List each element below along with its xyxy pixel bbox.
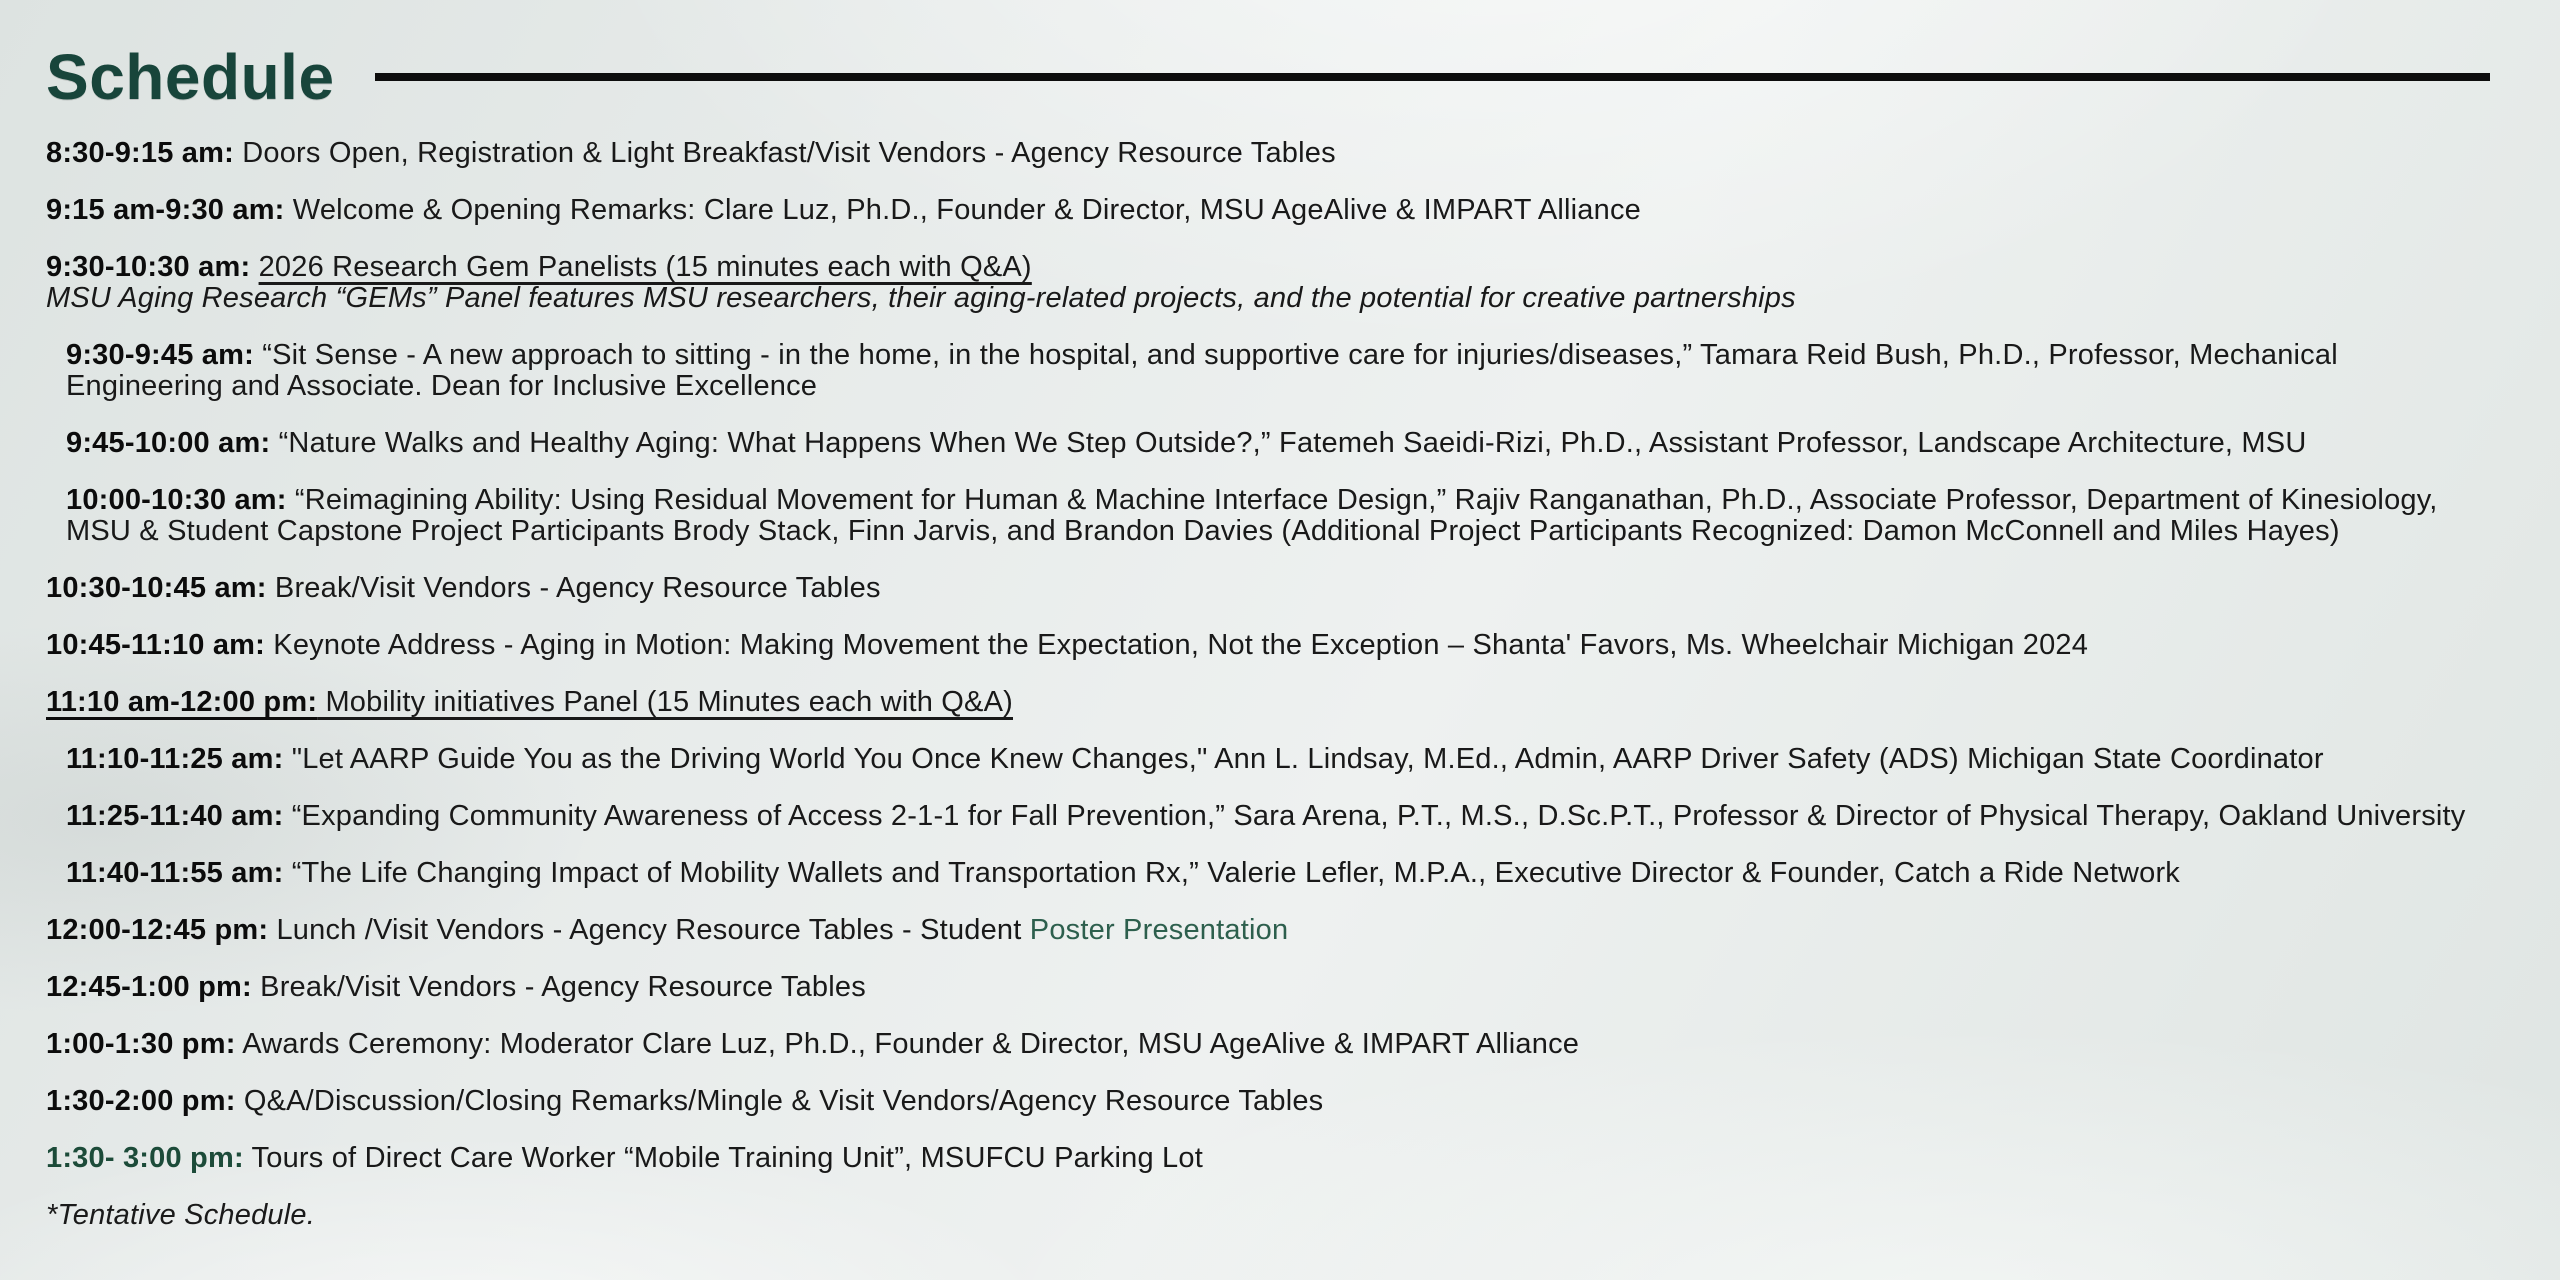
schedule-item <box>46 1086 2490 1117</box>
entry-time: 11:40-11:55 am: <box>66 857 284 889</box>
entry-time: 10:45-11:10 am: <box>46 629 266 661</box>
entry-text: Doors Open, Registration & Light Breakfast/Visit Vendors - Agency Resource Tables <box>233 137 1336 169</box>
entry-time: 9:30-9:45 am: <box>66 339 254 371</box>
tentative-note: *Tentative Schedule. <box>46 1199 315 1231</box>
entry-text: “Sit Sense - A new approach to sitting - in the home, in the hospital, and supportive care for injuries/diseases,” Tamara Reid Bush, Ph.D., Professor, Mechanical Engineering and Associate. Dean for Inclusive Excellence <box>66 339 2338 402</box>
schedule-item <box>46 1029 2490 1060</box>
schedule-item <box>46 687 2490 718</box>
schedule-item <box>46 195 2490 226</box>
poster-presentation-link[interactable]: Poster Presentation <box>1029 914 1289 946</box>
entry-time: 12:45-1:00 pm: <box>46 971 252 1003</box>
schedule-item <box>46 858 2490 889</box>
entry-text: Awards Ceremony: Moderator Clare Luz, Ph.D., Founder & Director, MSU AgeAlive & IMPART Alliance <box>235 1028 1580 1060</box>
entry-time: 10:00-10:30 am: <box>66 484 287 516</box>
entry-text: 2026 Research Gem Panelists (15 minutes each with Q&A) <box>258 251 1032 283</box>
schedule-item <box>46 138 2490 169</box>
entry-time: 9:45-10:00 am: <box>66 427 271 459</box>
schedule-item <box>46 485 2490 547</box>
entry-time: 9:30-10:30 am: <box>46 251 251 283</box>
entry-text: Break/Visit Vendors - Agency Resource Tables <box>266 572 881 604</box>
entry-text: Mobility initiatives Panel (15 Minutes each with Q&A) <box>317 686 1013 718</box>
title-rule <box>375 73 2490 81</box>
entry-text: Lunch /Visit Vendors - Agency Resource Tables - Student <box>268 914 1030 946</box>
entry-time: 11:10 am-12:00 pm: <box>46 686 318 718</box>
schedule-item <box>46 428 2490 459</box>
entry-text: "Let AARP Guide You as the Driving World You Once Knew Changes," Ann L. Lindsay, M.Ed., Admin, AARP Driver Safety (ADS) Michigan State Coordinator <box>283 743 2324 775</box>
entry-time: 9:15 am-9:30 am: <box>46 194 285 226</box>
entry-text: Q&A/Discussion/Closing Remarks/Mingle & Visit Vendors/Agency Resource Tables <box>235 1085 1324 1117</box>
entry-text: MSU Aging Research “GEMs” Panel features MSU researchers, their aging-related projects, and the potential for creative partnerships <box>46 282 1796 314</box>
schedule-item <box>46 630 2490 661</box>
entry-time: 10:30-10:45 am: <box>46 572 267 604</box>
entry-text: Welcome & Opening Remarks: Clare Luz, Ph.D., Founder & Director, MSU AgeAlive & IMPART Alliance <box>284 194 1641 226</box>
schedule-item <box>46 915 2490 946</box>
schedule-item <box>46 972 2490 1003</box>
entry-time: 11:10-11:25 am: <box>66 743 284 775</box>
title-row <box>46 40 2490 114</box>
entry-time: 1:30- 3:00 pm: <box>46 1142 244 1174</box>
schedule-list <box>46 138 2490 1174</box>
entry-time: 12:00-12:45 pm: <box>46 914 269 946</box>
schedule-item <box>46 1143 2490 1174</box>
entry-time: 1:00-1:30 pm: <box>46 1028 236 1060</box>
entry-time: 1:30-2:00 pm: <box>46 1085 236 1117</box>
entry-text: “Nature Walks and Healthy Aging: What Happens When We Step Outside?,” Fatemeh Saeidi-Rizi, Ph.D., Assistant Professor, Landscape Architecture, MSU <box>270 427 2307 459</box>
entry-text: Tours of Direct Care Worker “Mobile Training Unit”, MSUFCU Parking Lot <box>243 1142 1203 1174</box>
schedule-item <box>46 801 2490 832</box>
entry-time: 11:25-11:40 am: <box>66 800 284 832</box>
entry-text: “The Life Changing Impact of Mobility Wallets and Transportation Rx,” Valerie Lefler, M.P.A., Executive Director & Founder, Catch a Ride Network <box>283 857 2181 889</box>
entry-text: “Expanding Community Awareness of Access 2-1-1 for Fall Prevention,” Sara Arena, P.T., M.S., D.Sc.P.T., Professor & Director of Physical Therapy, Oakland University <box>283 800 2466 832</box>
schedule-item <box>46 252 2490 283</box>
entry-text: Keynote Address - Aging in Motion: Making Movement the Expectation, Not the Exception – Shanta' Favors, Ms. Wheelchair Michigan 2024 <box>265 629 2089 661</box>
entry-text <box>250 251 258 283</box>
schedule-item <box>46 744 2490 775</box>
entry-text: Break/Visit Vendors - Agency Resource Tables <box>251 971 866 1003</box>
schedule-item <box>46 283 2490 314</box>
entry-text: “Reimagining Ability: Using Residual Movement for Human & Machine Interface Design,” Rajiv Ranganathan, Ph.D., Associate Professor, Department of Kinesiology, MSU & Student Capstone Project Participants Brody Stack, Finn Jarvis, and Brandon Davies (Additional Project Participants Recognized: Damon McConnell and Miles Hayes) <box>66 484 2438 547</box>
page-title: Schedule <box>46 41 335 113</box>
entry-time: 8:30-9:15 am: <box>46 137 234 169</box>
schedule-item <box>46 573 2490 604</box>
schedule-item <box>46 340 2490 402</box>
